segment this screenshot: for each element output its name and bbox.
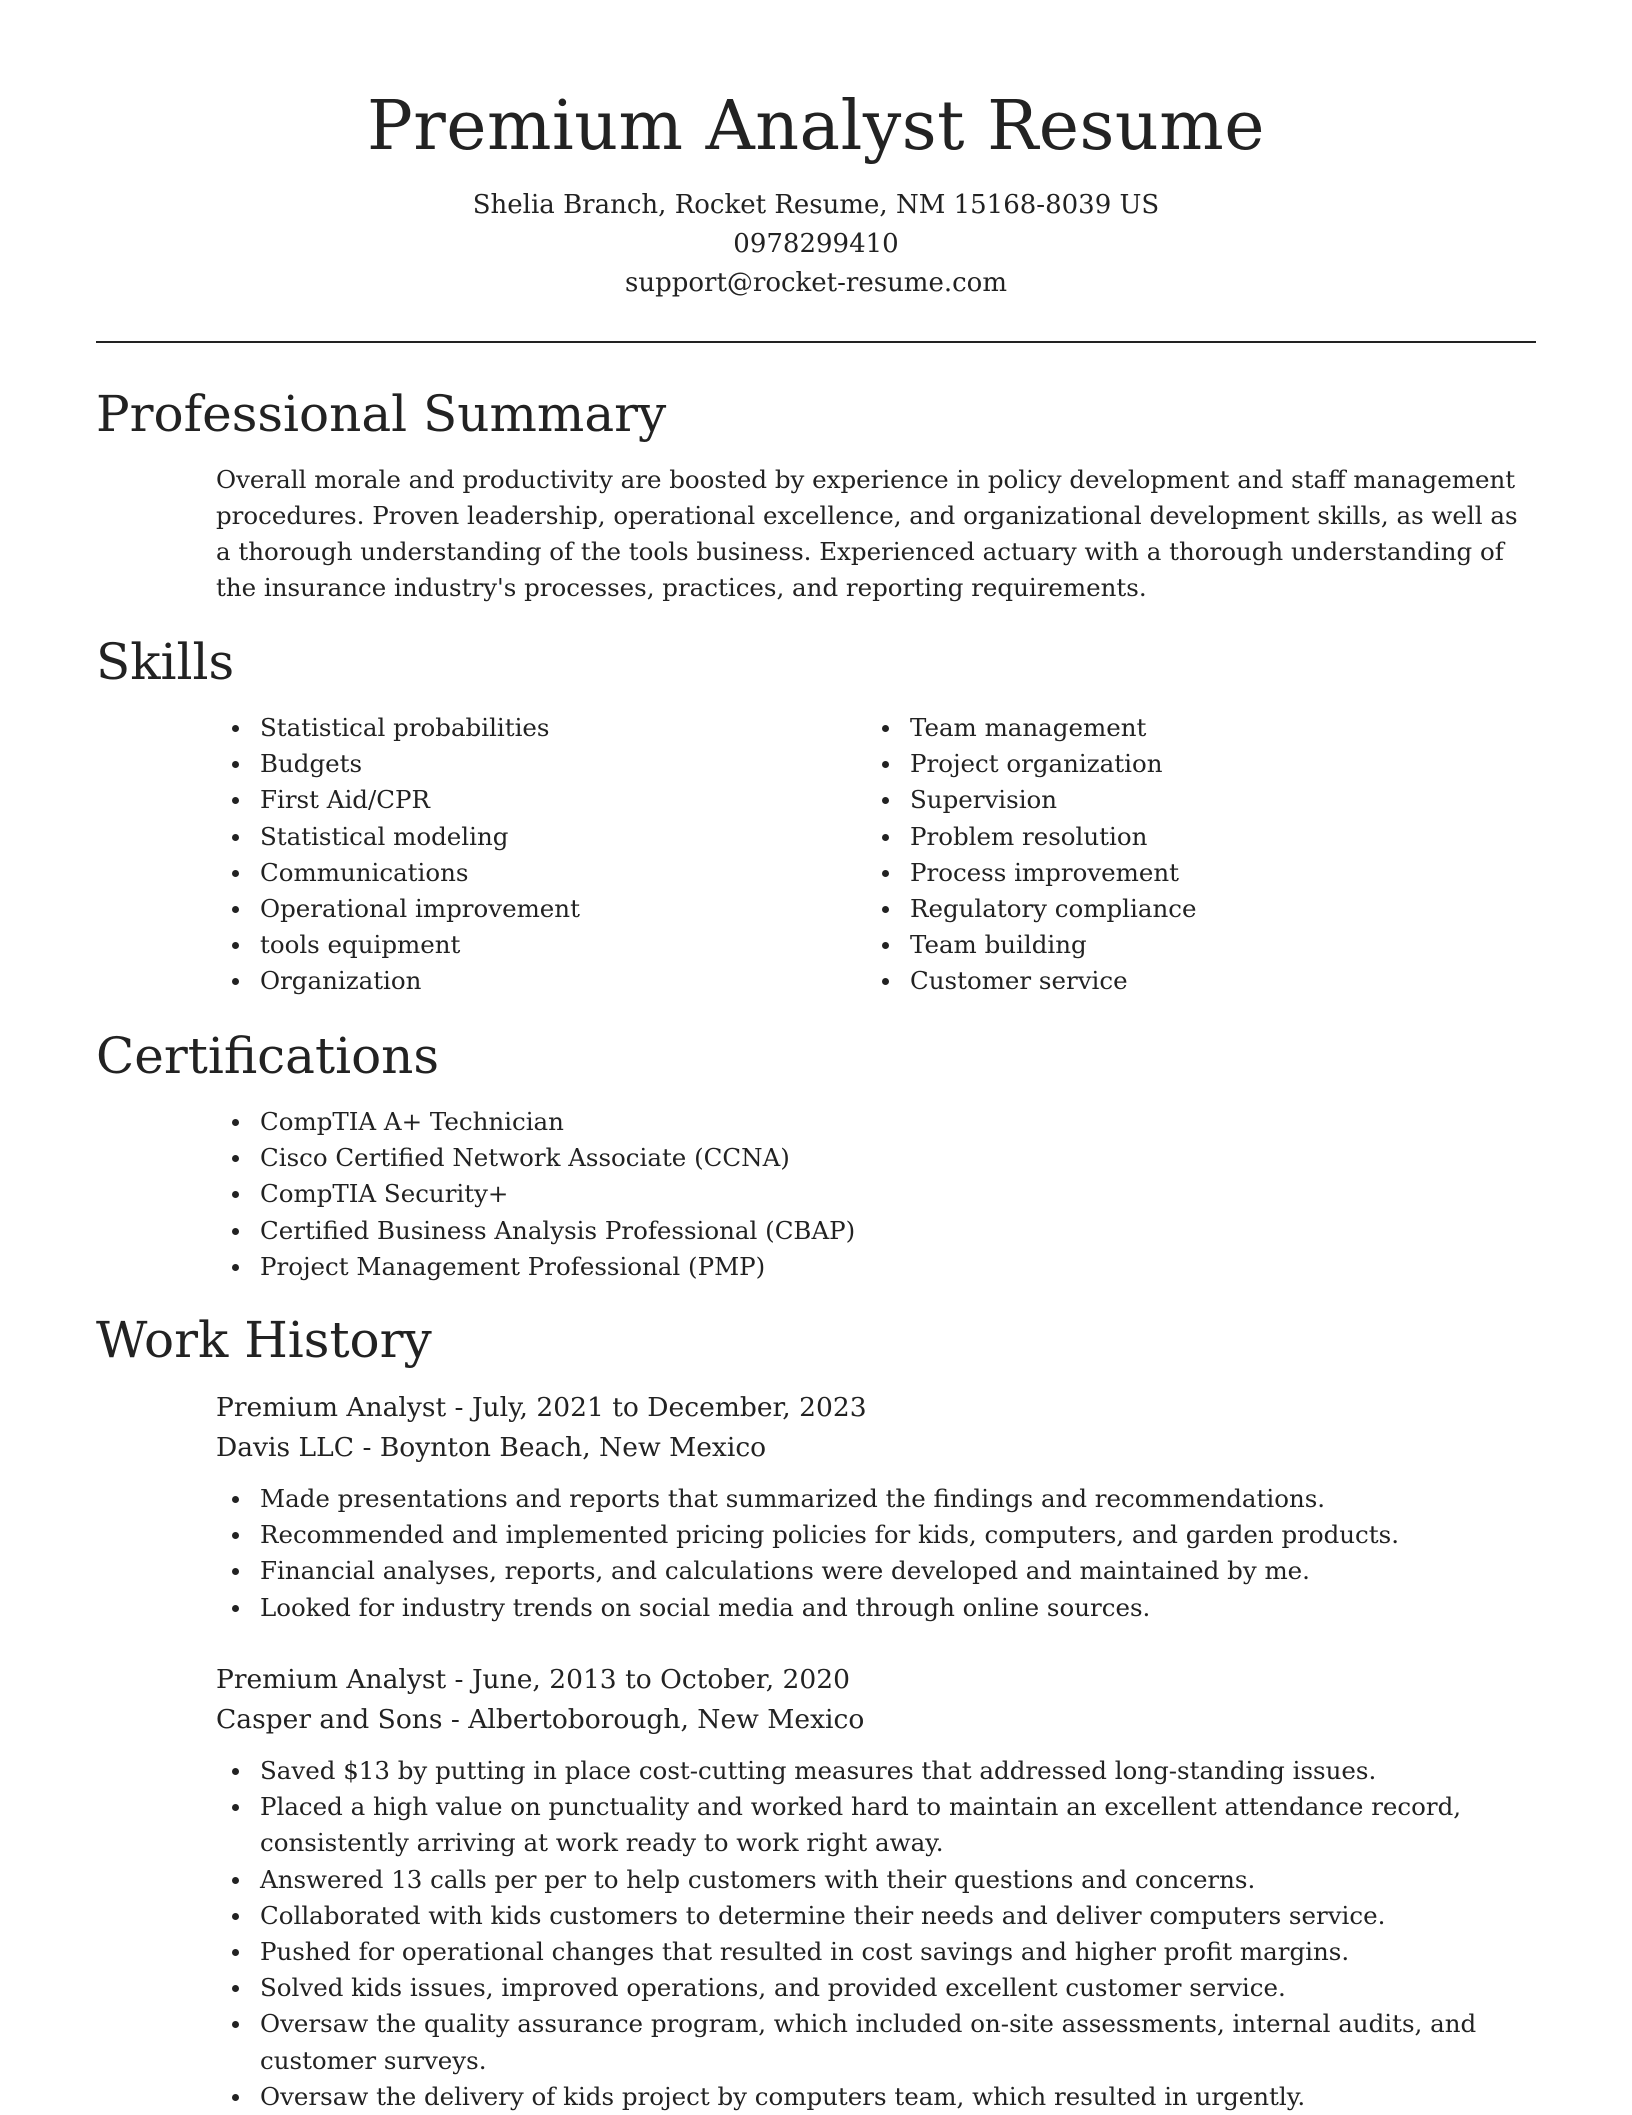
skill-item: First Aid/CPR [216,782,836,818]
contact-email: support@rocket-resume.com [624,268,1007,298]
job-bullets [216,1753,1536,2115]
skill-item: Statistical modeling [216,819,836,855]
job-bullet: Answered 13 calls per per to help customers with their questions and concerns. [216,1862,1536,1898]
job-title-line [216,1660,850,1700]
job-role: Premium Analyst [216,1392,447,1423]
certification-item: CompTIA A+ Technician [216,1104,1536,1140]
skills-list-right [866,710,1486,1000]
job-bullet: Oversaw the delivery of kids project by computers team, which resulted in urgently. [216,2079,1536,2115]
job-role: Premium Analyst [216,1664,447,1695]
header-divider [96,341,1536,343]
job-bullet: Looked for industry trends on social media and through online sources. [216,1590,1536,1626]
job-bullet: Placed a high value on punctuality and worked hard to maintain an excellent attendance record, consistently arriving at work ready to work right away. [216,1789,1536,1861]
job-company: Casper and Sons [216,1704,443,1735]
skill-item: Customer service [866,963,1486,999]
contact-block [0,186,1632,303]
job-dates: June, 2013 to October, 2020 [471,1664,850,1695]
job-company: Davis LLC [216,1432,354,1463]
job-bullet: Financial analyses, reports, and calculations were developed and maintained by me. [216,1553,1536,1589]
job-bullet: Oversaw the quality assurance program, which included on-site assessments, internal audits, and customer surveys. [216,2006,1536,2078]
certifications-heading: Certifications [96,1027,440,1085]
skill-item: Process improvement [866,855,1486,891]
skill-item: tools equipment [216,927,836,963]
resume-header [0,0,1632,303]
job-bullet: Pushed for operational changes that resulted in cost savings and higher profit margins. [216,1934,1536,1970]
job-bullets [216,1481,1536,1626]
job-company-line [216,1700,864,1740]
work-history-heading: Work History [96,1311,432,1369]
skill-item: Organization [216,963,836,999]
contact-phone: 0978299410 [733,229,899,259]
job-bullet: Solved kids issues, improved operations, and provided excellent customer service. [216,1970,1536,2006]
job-bullet: Made presentations and reports that summarized the findings and recommendations. [216,1481,1536,1517]
summary-text: Overall morale and productivity are boosted by experience in policy development and staff management procedures. Proven leadership, operational excellence, and organizational development skills, as well as a thorough understanding of the tools business. Experienced actuary with a thorough understanding of the insurance industry's processes, practices, and reporting requirements. [216,465,1518,602]
skill-item: Regulatory compliance [866,891,1486,927]
certification-item: Project Management Professional (PMP) [216,1249,1536,1285]
skill-item: Project organization [866,746,1486,782]
job-title-line [216,1388,867,1428]
job-bullet: Saved $13 by putting in place cost-cutting measures that addressed long-standing issues. [216,1753,1536,1789]
certification-item: CompTIA Security+ [216,1176,1536,1212]
job-location: Albertoborough, New Mexico [468,1704,865,1735]
skill-item: Problem resolution [866,819,1486,855]
skills-heading: Skills [96,633,235,691]
job-location: Boynton Beach, New Mexico [379,1432,767,1463]
skills-list-left [216,710,836,1000]
job-separator: - [362,1432,380,1463]
summary-heading: Professional Summary [96,385,667,443]
skill-item: Team building [866,927,1486,963]
certifications-list [216,1104,1536,1285]
job-dates: July, 2021 to December, 2023 [471,1392,867,1423]
certification-item: Cisco Certified Network Associate (CCNA) [216,1140,1536,1176]
skill-item: Team management [866,710,1486,746]
job-separator: - [454,1664,472,1695]
resume-title: Premium Analyst Resume [367,87,1265,166]
contact-address: Shelia Branch, Rocket Resume, NM 15168-8039 US [472,190,1160,220]
job-bullet: Recommended and implemented pricing policies for kids, computers, and garden products. [216,1517,1536,1553]
skill-item: Statistical probabilities [216,710,836,746]
skill-item: Budgets [216,746,836,782]
certification-item: Certified Business Analysis Professional (CBAP) [216,1213,1536,1249]
skill-item: Supervision [866,782,1486,818]
job-bullet: Collaborated with kids customers to determine their needs and deliver computers service. [216,1898,1536,1934]
job-separator: - [450,1704,469,1735]
skill-item: Communications [216,855,836,891]
skill-item: Operational improvement [216,891,836,927]
job-company-line [216,1428,766,1468]
job-separator: - [454,1392,472,1423]
